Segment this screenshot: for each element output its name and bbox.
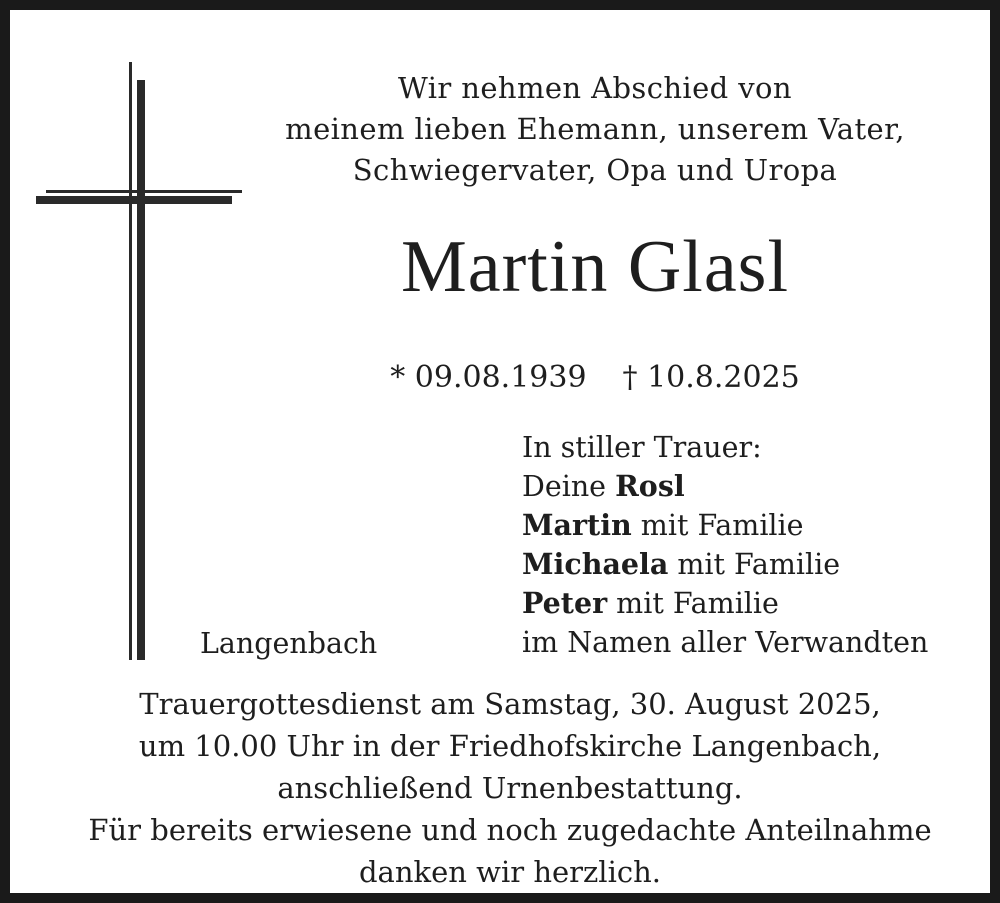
intro-line: meinem lieben Ehemann, unserem Vater,: [285, 112, 905, 146]
place-name: Langenbach: [200, 627, 378, 660]
cross-horizontal-line: [46, 190, 242, 193]
intro-line: Schwiegervater, Opa und Uropa: [352, 153, 838, 187]
death-date: † 10.8.2025: [622, 360, 800, 395]
mourner-row: [522, 506, 928, 545]
mourner-row: [522, 467, 928, 506]
mourners-heading: In stiller Trauer:: [522, 431, 762, 464]
mourners-list: [522, 428, 928, 662]
mourner-name: Michaela: [522, 547, 669, 581]
thanks-line: danken wir herzlich.: [358, 855, 661, 889]
mourner-name: Peter: [522, 586, 608, 620]
cross-vertical-line: [129, 62, 132, 660]
mourner-prefix: Deine: [522, 470, 616, 503]
intro-text: [250, 68, 940, 191]
thanks-line: Für bereits erwiesene und noch zugedachte Anteilnahme: [88, 813, 932, 847]
cross-horizontal-bar: [36, 196, 232, 204]
cross-vertical-bar: [137, 80, 145, 660]
mourner-suffix: mit Familie: [668, 548, 841, 581]
mourner-suffix: mit Familie: [631, 509, 804, 542]
mourner-name: Martin: [522, 508, 632, 542]
service-line: um 10.00 Uhr in der Friedhofskirche Langenbach,: [138, 729, 882, 763]
life-dates: [270, 358, 920, 398]
mourner-row: [522, 584, 928, 623]
service-line: Trauergottesdienst am Samstag, 30. August 2025,: [139, 687, 881, 721]
mourner-name: Rosl: [615, 469, 685, 503]
mourners-closing: im Namen aller Verwandten: [522, 626, 929, 659]
deceased-name: Martin Glasl: [400, 226, 790, 308]
service-line: anschließend Urnenbestattung.: [277, 771, 743, 805]
service-info: [40, 683, 980, 893]
cross-icon: [34, 62, 244, 662]
mourner-row: [522, 545, 928, 584]
birth-date: * 09.08.1939: [390, 360, 587, 395]
mourner-suffix: mit Familie: [607, 587, 779, 620]
intro-line: Wir nehmen Abschied von: [398, 71, 792, 105]
